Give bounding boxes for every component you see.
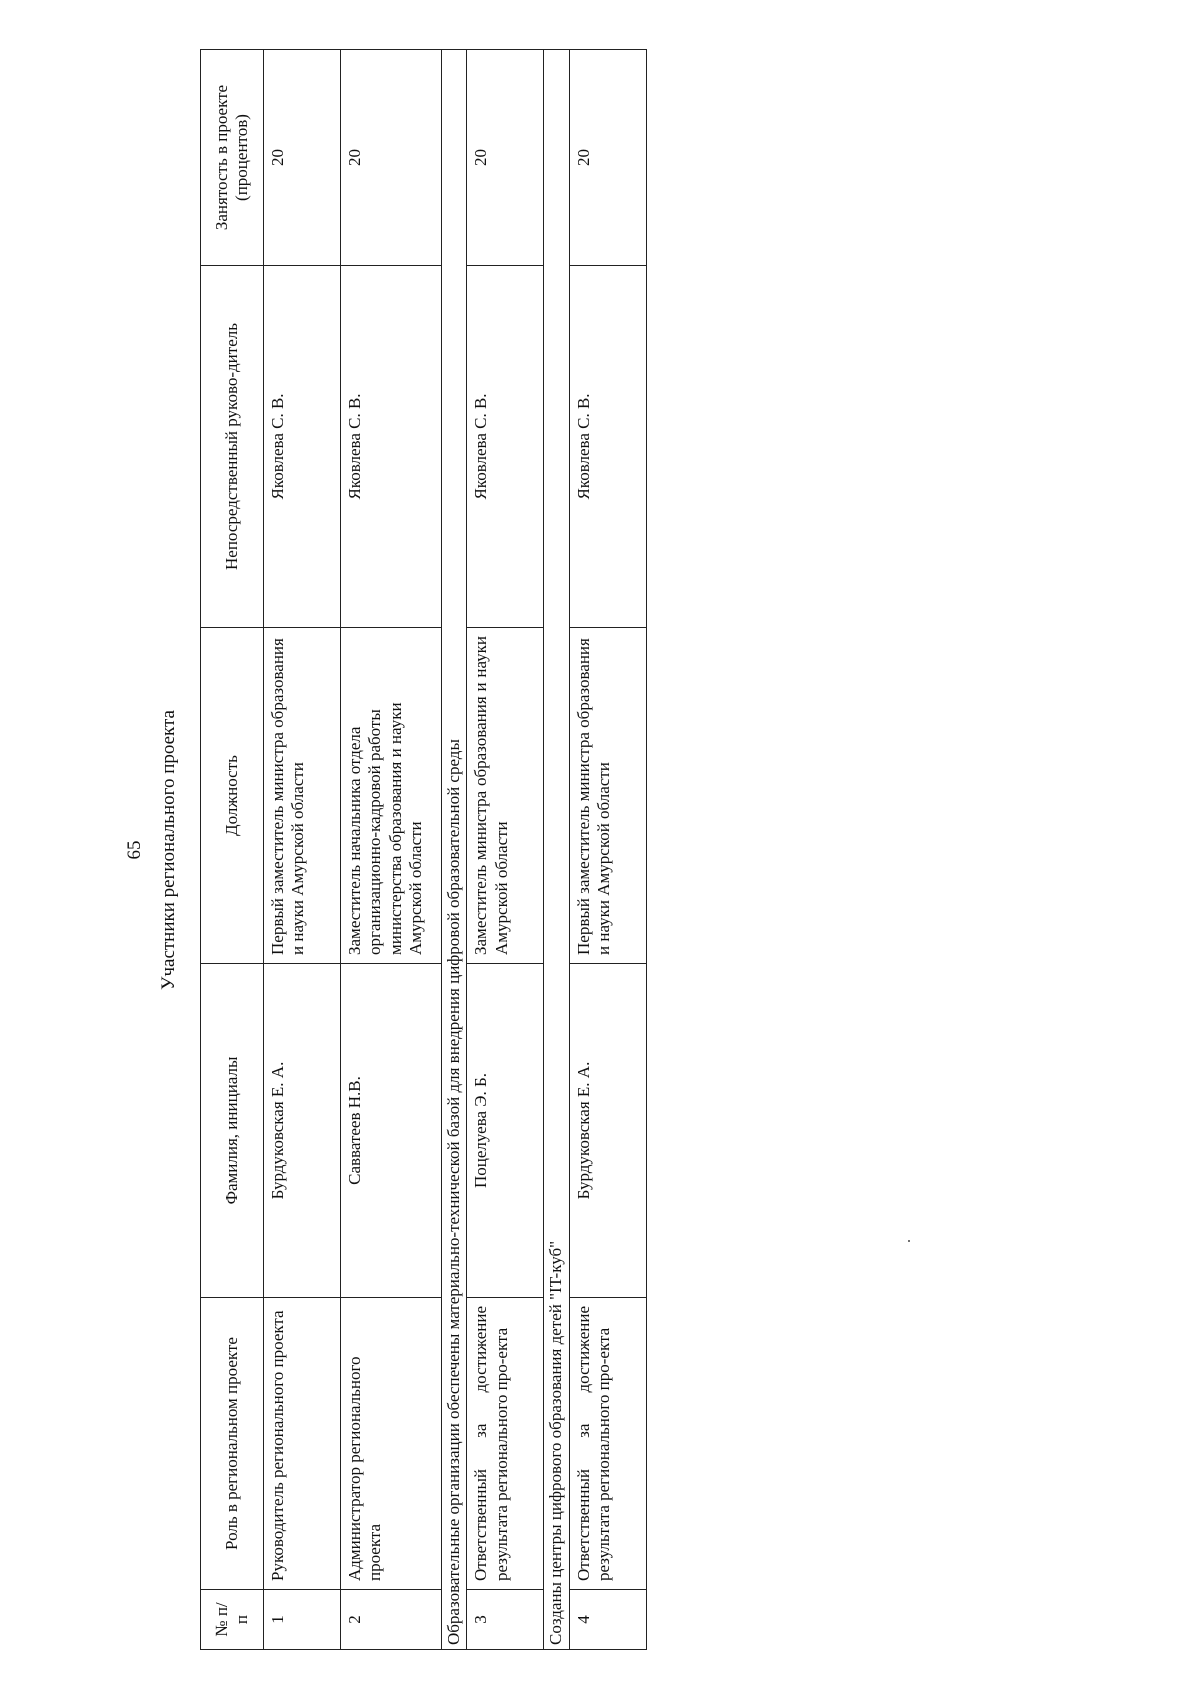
section-label: Образовательные организации обеспечены материально-технической базой для внедрения цифровой образовательной среды: [442, 50, 467, 1650]
cell-occupancy: 20: [569, 50, 646, 266]
header-name: Фамилия, инициалы: [201, 964, 264, 1298]
table-header-row: [201, 50, 264, 1650]
participants-table: [200, 49, 647, 1650]
page-number: 65: [124, 840, 145, 860]
cell-occupancy: 20: [467, 50, 544, 266]
header-role: Роль в региональном проекте: [201, 1298, 264, 1590]
cell-supervisor: Яковлева С. В.: [467, 266, 544, 628]
table-row: [264, 50, 341, 1650]
cell-role: Руководитель регионального проекта: [264, 1298, 341, 1590]
cell-num: 2: [341, 1590, 442, 1650]
cell-num: 1: [264, 1590, 341, 1650]
cell-num: 4: [569, 1590, 646, 1650]
cell-position: Первый заместитель министра образования и науки Амурской области: [569, 628, 646, 964]
cell-position: Заместитель начальника отдела организационно-кадровой работы министерства образования и науки Амурской области: [341, 628, 442, 964]
cell-role: Ответственный за достижение результата регионального про-екта: [467, 1298, 544, 1590]
page-title: Участники регионального проекта: [158, 710, 179, 990]
cell-name: Бурдуковская Е. А.: [569, 964, 646, 1298]
header-occupancy: Занятость в проекте (процентов): [201, 50, 264, 266]
cell-name: Савватеев Н.В.: [341, 964, 442, 1298]
table-row: [569, 50, 646, 1650]
cell-occupancy: 20: [264, 50, 341, 266]
cell-role: Администратор регионального проекта: [341, 1298, 442, 1590]
section-label: Созданы центры цифрового образования детей "IT-куб": [544, 50, 569, 1650]
table-row: [341, 50, 442, 1650]
cell-supervisor: Яковлева С. В.: [341, 266, 442, 628]
cell-num: 3: [467, 1590, 544, 1650]
cell-role: Ответственный за достижение результата регионального про-екта: [569, 1298, 646, 1590]
cell-occupancy: 20: [341, 50, 442, 266]
cell-position: Заместитель министра образования и науки Амурской области: [467, 628, 544, 964]
rotated-page: [124, 50, 724, 1650]
section-row: [544, 50, 569, 1650]
cell-supervisor: Яковлева С. В.: [264, 266, 341, 628]
cell-name: Поцелуева Э. Б.: [467, 964, 544, 1298]
cell-name: Бурдуковская Е. А.: [264, 964, 341, 1298]
header-position: Должность: [201, 628, 264, 964]
header-num: № п/п: [201, 1590, 264, 1650]
cell-position: Первый заместитель министра образования и науки Амурской области: [264, 628, 341, 964]
scan-speck: [908, 1240, 910, 1242]
cell-supervisor: Яковлева С. В.: [569, 266, 646, 628]
header-supervisor: Непосредственный руково-дитель: [201, 266, 264, 628]
table-row: [467, 50, 544, 1650]
section-row: [442, 50, 467, 1650]
